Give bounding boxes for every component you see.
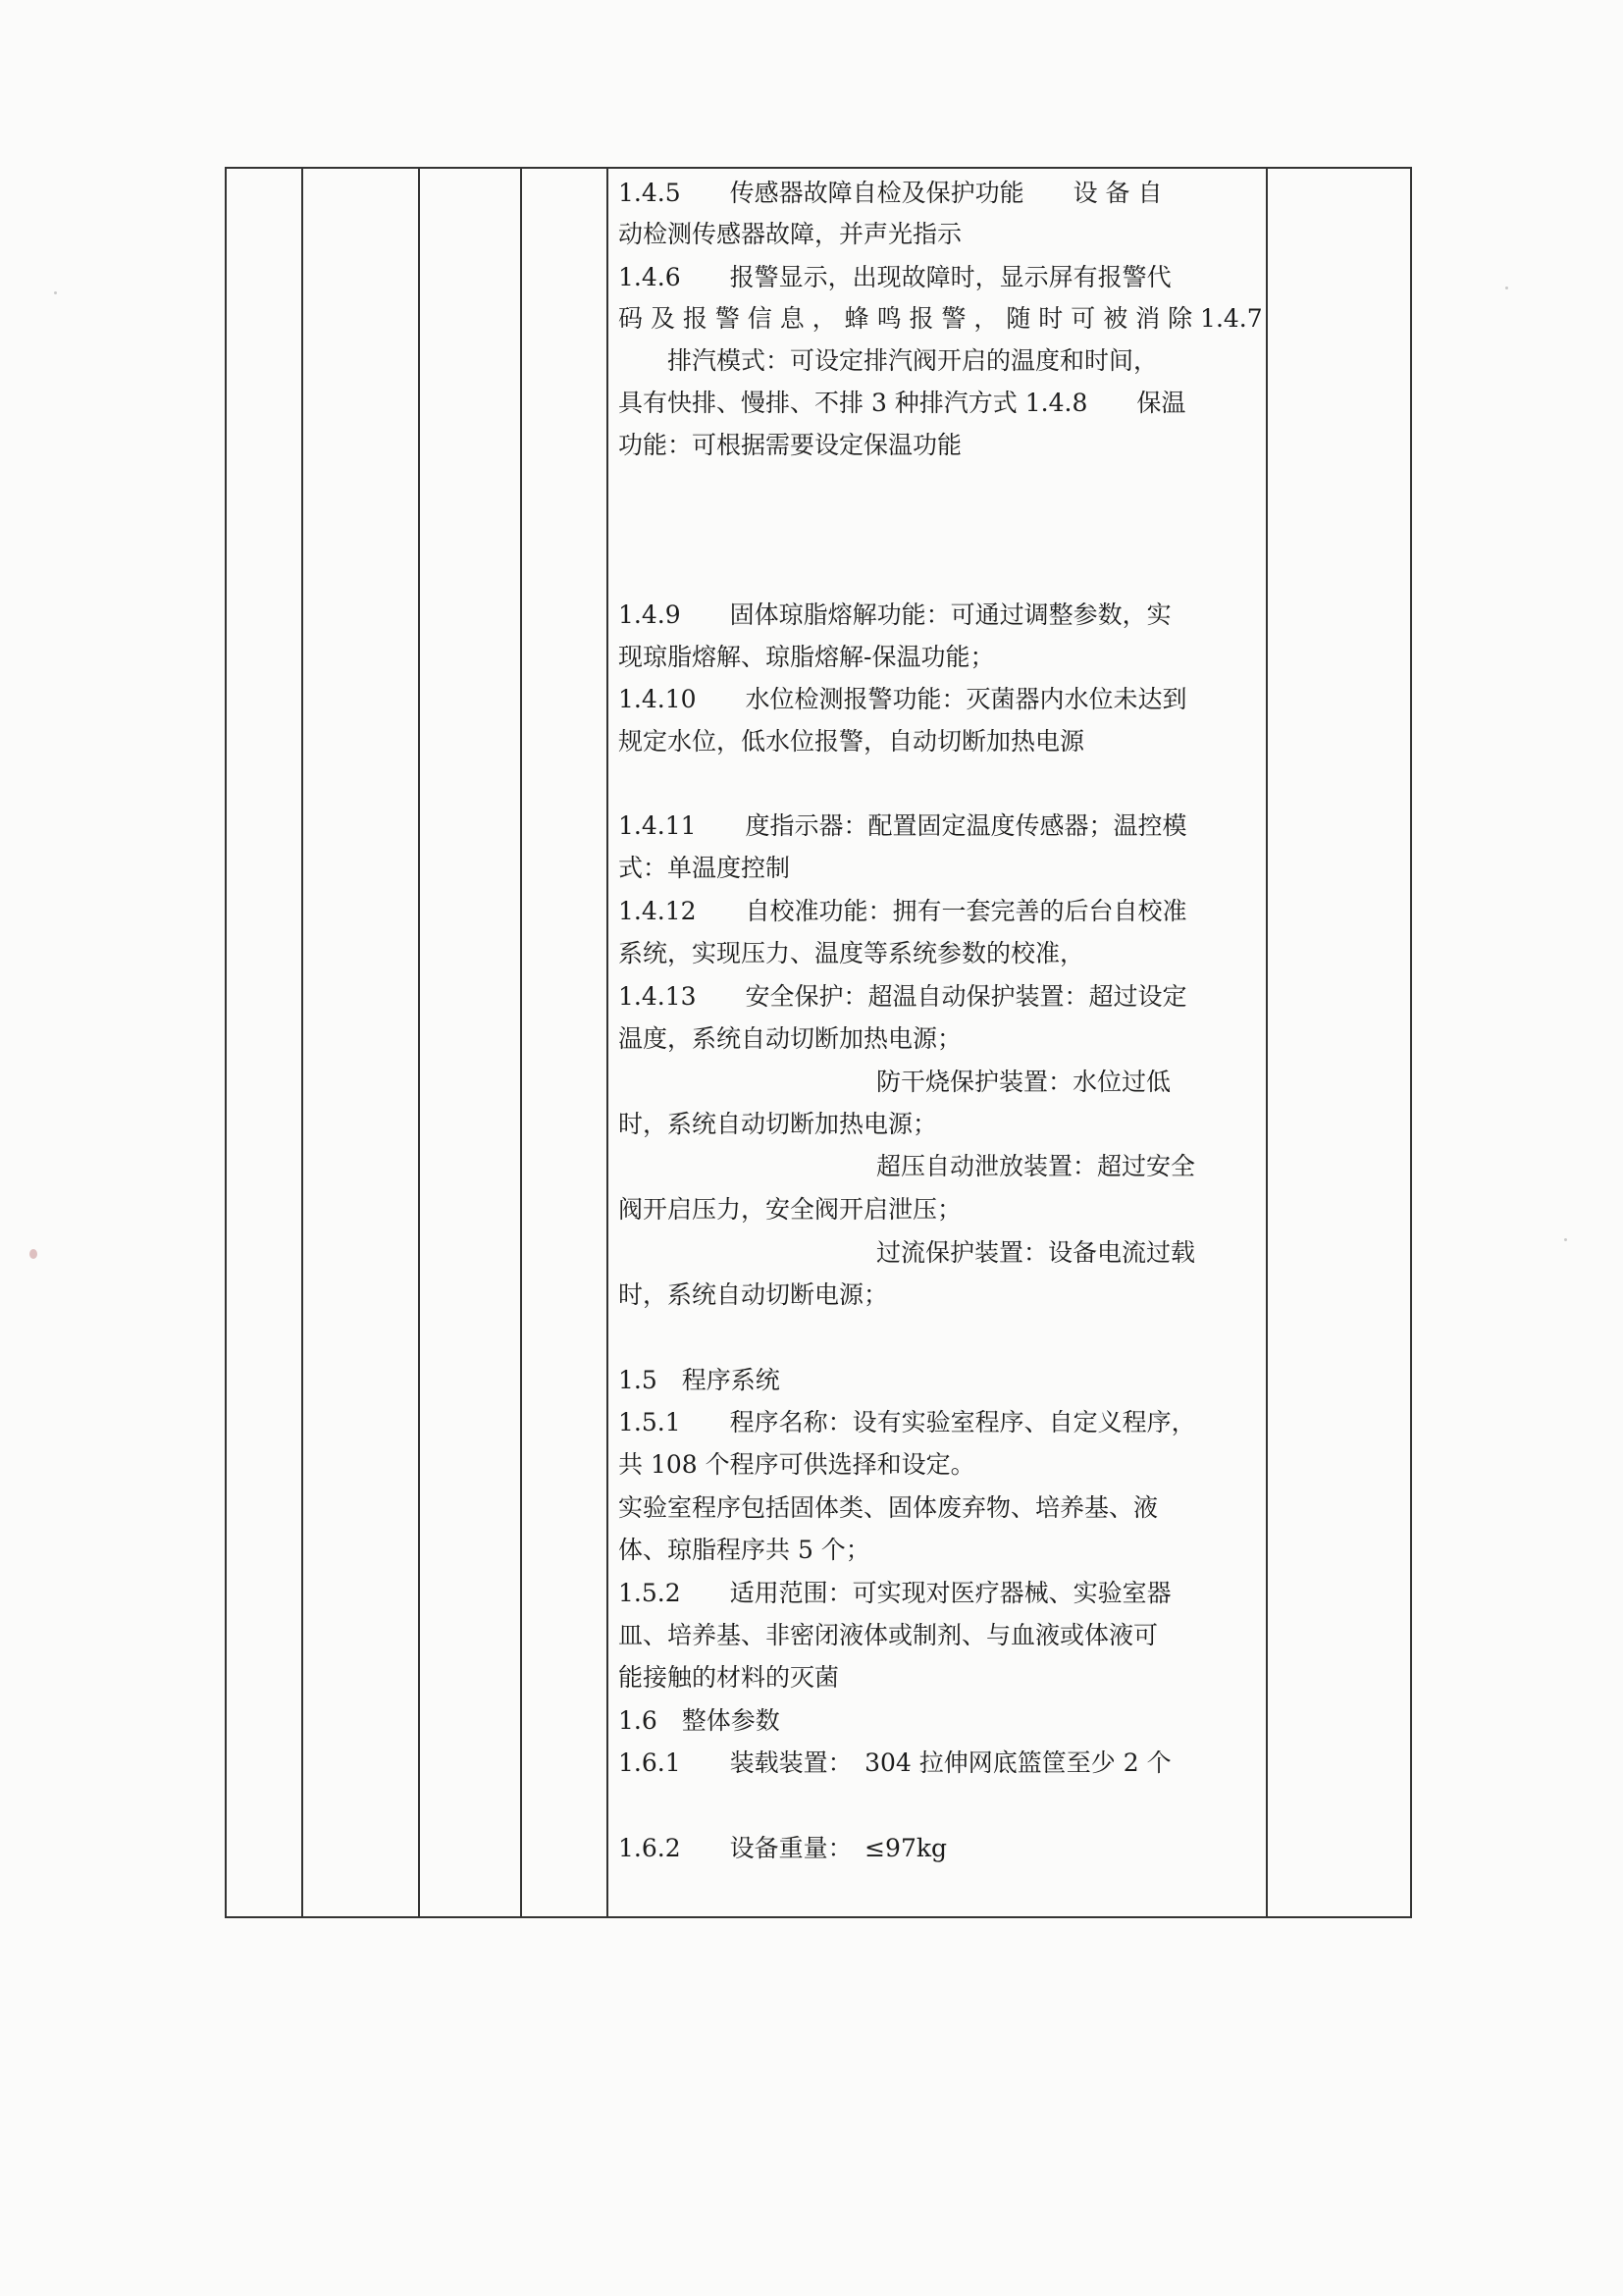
column-divider	[418, 169, 420, 1916]
scan-speck	[54, 291, 57, 294]
spec-line: 共 108 个程序可供选择和设定。	[618, 1450, 975, 1479]
column-divider	[301, 169, 303, 1916]
spec-line: 体、琼脂程序共 5 个；	[618, 1536, 870, 1564]
spec-line: 1.4.12 自校准功能：拥有一套完善的后台自校准	[618, 897, 1187, 925]
spec-line: 实验室程序包括固体类、固体废弃物、培养基、液	[618, 1493, 1159, 1522]
spec-line: 式：单温度控制	[618, 854, 791, 882]
spec-table	[225, 167, 1412, 1918]
spec-line: 1.6.2 设备重量： ≤97kg	[618, 1834, 948, 1862]
spec-line: 皿、培养基、非密闭液体或制剂、与血液或体液可	[618, 1621, 1159, 1649]
spec-line: 规定水位，低水位报警，自动切断加热电源	[618, 727, 1085, 756]
column-divider	[520, 169, 522, 1916]
spec-line: 具有快排、慢排、不排 3 种排汽方式 1.4.8 保温	[618, 389, 1186, 417]
spec-line: 超压自动泄放装置：超过安全	[876, 1152, 1196, 1180]
spec-line: 1.6.1 装载装置： 304 拉伸网底篮筐至少 2 个	[618, 1748, 1172, 1777]
spec-line: 阀开启压力，安全阀开启泄压；	[618, 1195, 963, 1224]
spec-line: 现琼脂熔解、琼脂熔解-保温功能；	[618, 643, 995, 671]
spec-line: 排汽模式：可设定排汽阀开启的温度和时间，	[618, 346, 1159, 375]
spec-line: 能接触的材料的灭菌	[618, 1663, 840, 1692]
spec-line: 功能：可根据需要设定保温功能	[618, 431, 963, 459]
spec-line: 1.4.11 度指示器：配置固定温度传感器；温控模	[618, 811, 1187, 840]
column-divider	[1266, 169, 1268, 1916]
column-divider	[606, 169, 608, 1916]
spec-line: 防干烧保护装置：水位过低	[876, 1068, 1172, 1096]
spec-line: 系统，实现压力、温度等系统参数的校准，	[618, 939, 1085, 967]
scan-speck	[1505, 287, 1508, 289]
spec-line: 动检测传感器故障，并声光指示	[618, 220, 963, 248]
spec-line: 1.5.1 程序名称：设有实验室程序、自定义程序，	[618, 1408, 1196, 1436]
spec-line: 1.4.10 水位检测报警功能：灭菌器内水位未达到	[618, 685, 1187, 713]
spec-line: 1.4.6 报警显示，出现故障时，显示屏有报警代	[618, 263, 1172, 291]
spec-line: 1.5 程序系统	[618, 1366, 780, 1394]
spec-line: 1.4.13 安全保护：超温自动保护装置：超过设定	[618, 982, 1187, 1011]
spec-line: 码 及 报 警 信 息 ， 蜂 鸣 报 警 ， 随 时 可 被 消 除 1.4.7	[618, 304, 1263, 333]
spec-line: 时，系统自动切断电源；	[618, 1280, 889, 1309]
spec-line: 1.5.2 适用范围：可实现对医疗器械、实验室器	[618, 1579, 1172, 1607]
scan-speck	[1564, 1238, 1567, 1241]
spec-cell	[618, 169, 1263, 1916]
scan-mark	[29, 1249, 37, 1259]
spec-line: 过流保护装置：设备电流过载	[876, 1238, 1196, 1267]
spec-line: 时，系统自动切断加热电源；	[618, 1110, 938, 1138]
spec-line: 1.6 整体参数	[618, 1706, 780, 1735]
spec-line: 温度，系统自动切断加热电源；	[618, 1024, 963, 1053]
spec-line: 1.4.9 固体琼脂熔解功能：可通过调整参数，实	[618, 600, 1172, 629]
spec-line: 1.4.5 传感器故障自检及保护功能 设 备 自	[618, 179, 1163, 207]
